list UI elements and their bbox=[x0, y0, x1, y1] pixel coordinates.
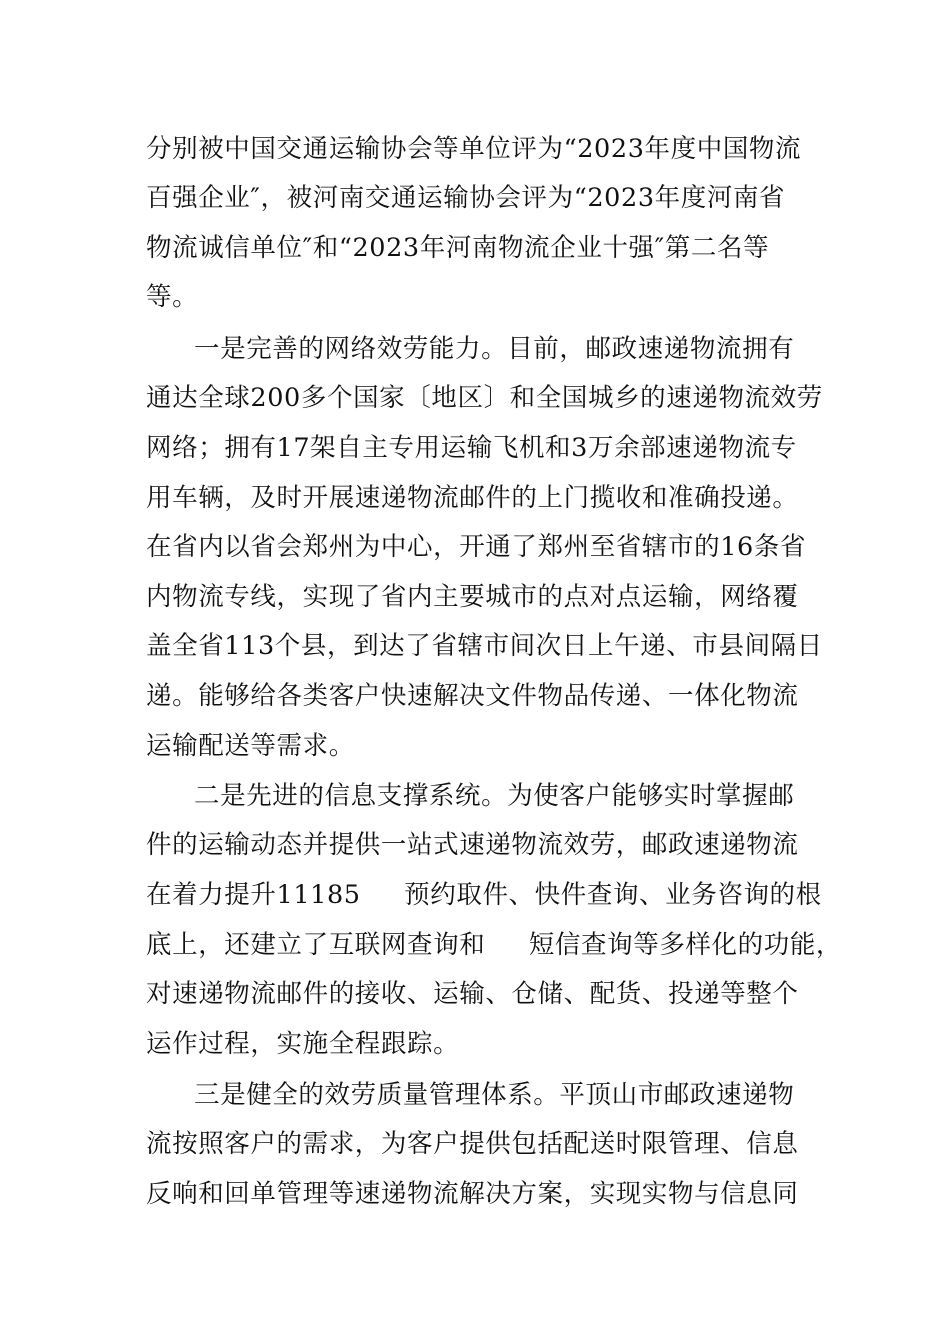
text-line: 分别被中国交通运输协会等单位评为“2023年度中国物流 bbox=[146, 134, 802, 164]
text-line: 运输配送等需求。 bbox=[146, 731, 355, 761]
text-line: 盖全省113个县，到达了省辖市间次日上午递、市县间隔日 bbox=[146, 631, 823, 661]
text-line: 运作过程，实施全程跟踪。 bbox=[146, 1029, 460, 1059]
text-line: 内物流专线，实现了省内主要城市的点对点运输，网络覆 bbox=[146, 582, 799, 612]
text-line: 网络；拥有17架自主专用运输飞机和3万余部速递物流专 bbox=[146, 433, 797, 463]
text-line: 递。能够给各类客户快速解决文件物品传递、一体化物流 bbox=[146, 681, 799, 711]
text-line: 在省内以省会郑州为中心，开通了郑州至省辖市的16条省 bbox=[146, 532, 807, 562]
text-line: 件的运输动态并提供一站式速递物流效劳，邮政速递物流 bbox=[146, 830, 799, 860]
text-line: 等。 bbox=[146, 282, 199, 312]
paragraph-heading-line: 三是健全的效劳质量管理体系。平顶山市邮政速递物 bbox=[194, 1080, 795, 1110]
text-line: 底上，还建立了互联网查询和 短信查询等多样化的功能， bbox=[146, 930, 843, 960]
text-line: 在着力提升11185 预约取件、快件查询、业务咨询的根 bbox=[146, 880, 822, 910]
paragraph-heading-line: 一是完善的网络效劳能力。目前，邮政速递物流拥有 bbox=[194, 334, 795, 364]
text-line: 用车辆，及时开展速递物流邮件的上门揽收和准确投递。 bbox=[146, 483, 799, 513]
text-line: 对速递物流邮件的接收、运输、仓储、配货、投递等整个 bbox=[146, 979, 799, 1009]
text-line: 百强企业″，被河南交通运输协会评为“2023年度河南省 bbox=[146, 183, 786, 213]
paragraph-heading-line: 二是先进的信息支撑系统。为使客户能够实时掌握邮 bbox=[194, 781, 795, 811]
text-line: 反响和回单管理等速递物流解决方案，实现实物与信息同 bbox=[146, 1179, 799, 1209]
text-line: 物流诚信单位″和“2023年河南物流企业十强″第二名等 bbox=[146, 233, 770, 263]
text-line: 通达全球200多个国家〔地区〕和全国城乡的速递物流效劳 bbox=[146, 383, 823, 413]
text-line: 流按照客户的需求，为客户提供包括配送时限管理、信息 bbox=[146, 1129, 799, 1159]
